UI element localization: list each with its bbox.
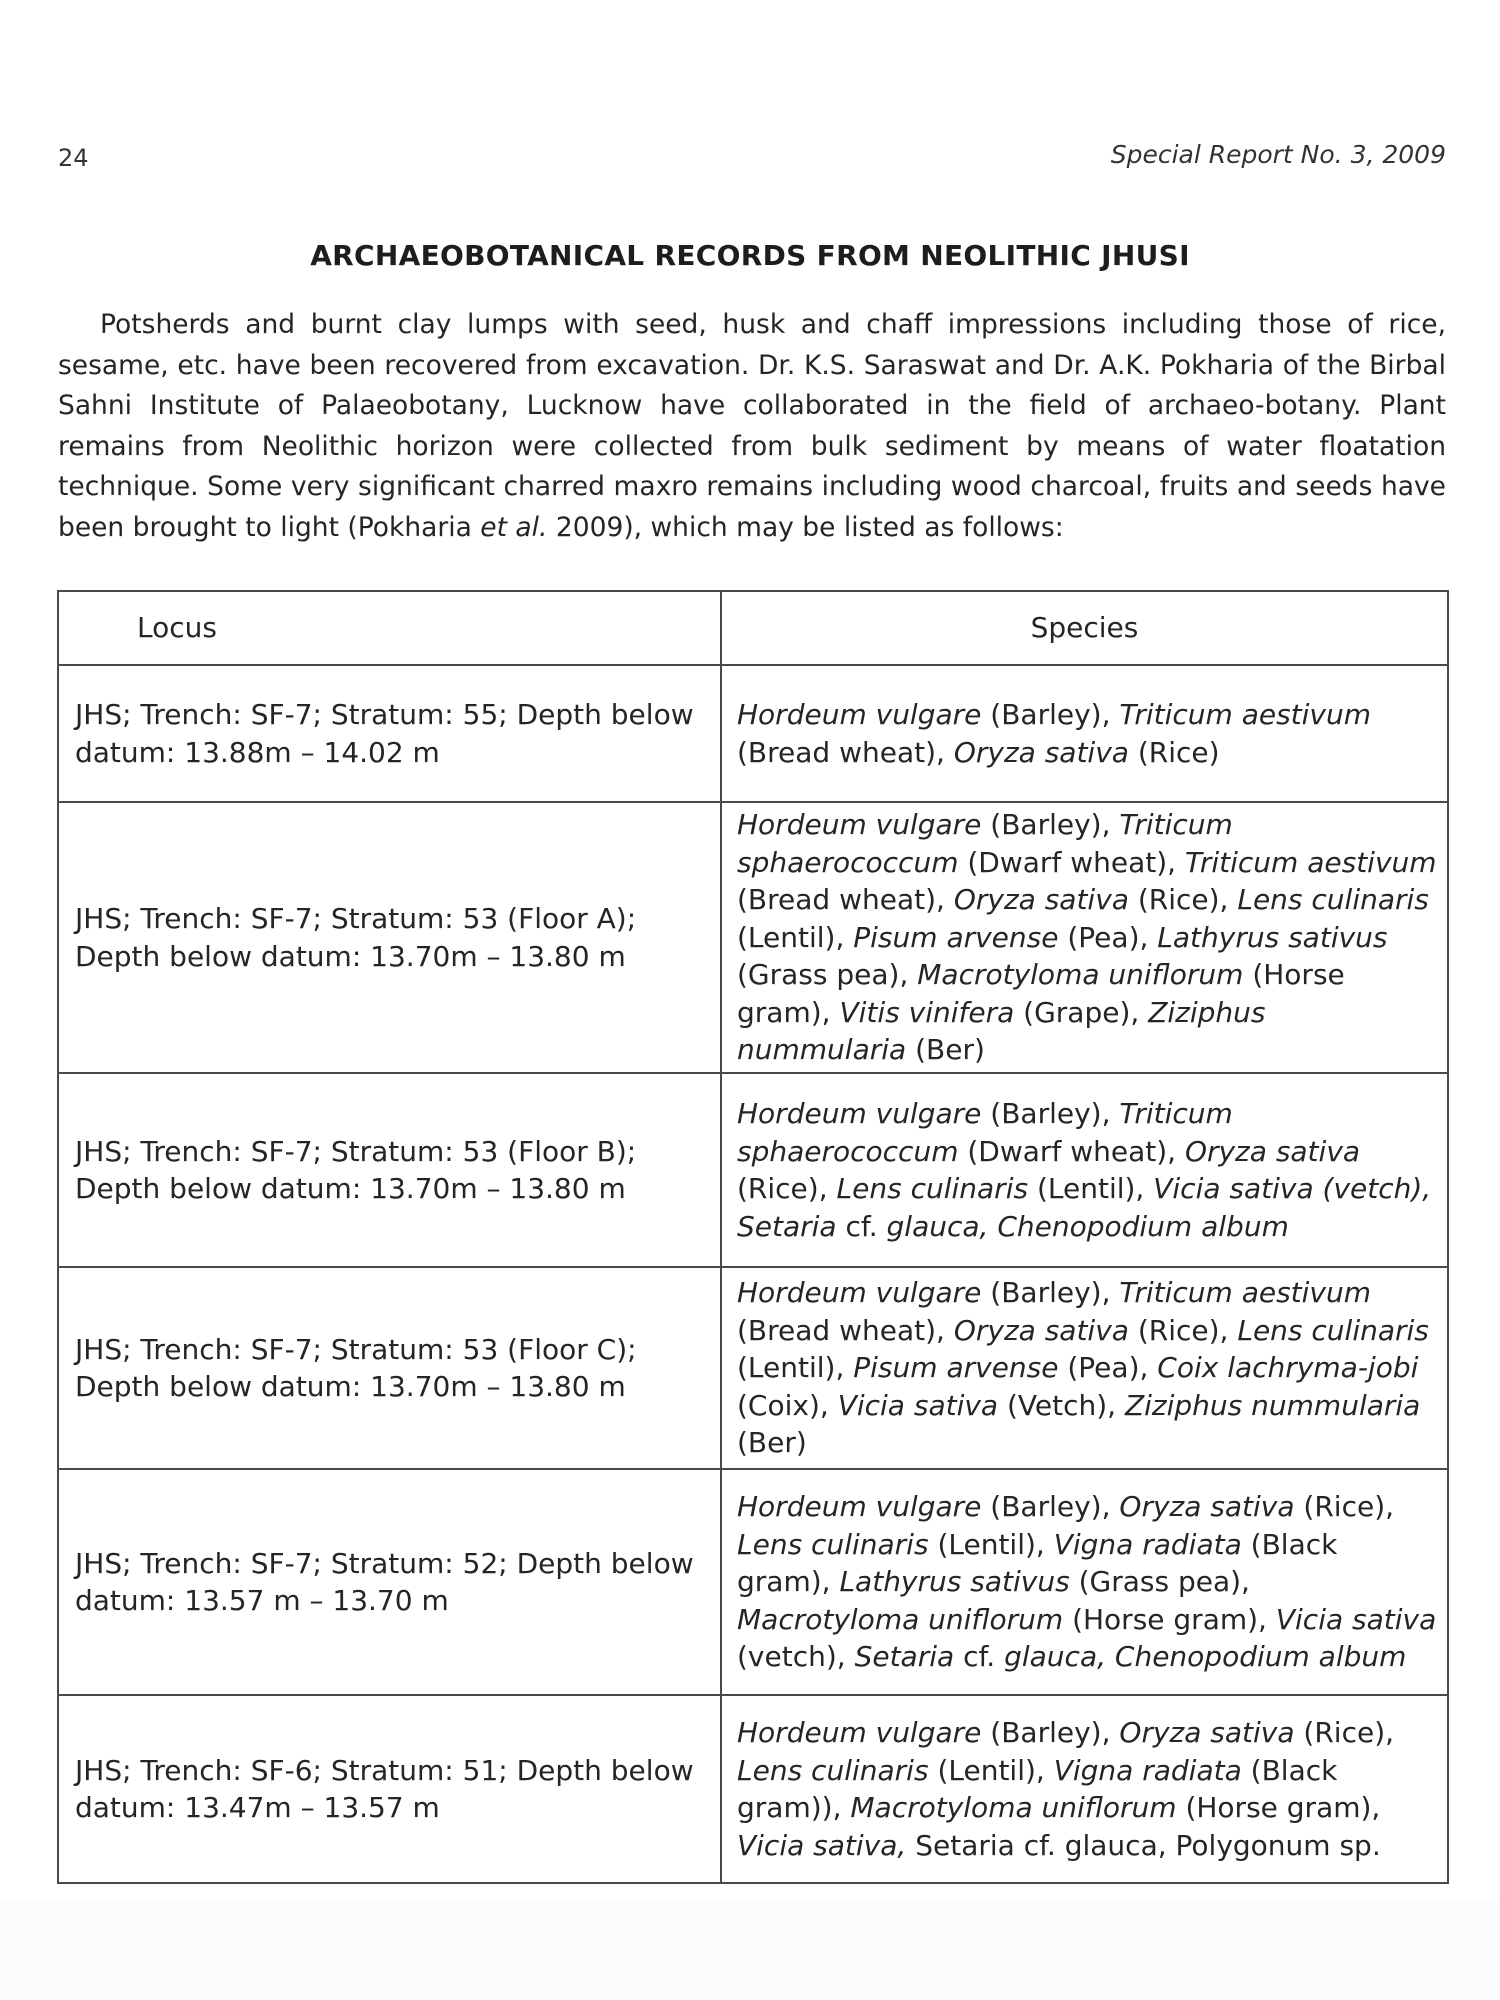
species-cell bbox=[721, 802, 1448, 1073]
species-name: Lens culinaris bbox=[737, 1527, 929, 1561]
species-cell bbox=[721, 1267, 1448, 1469]
species-name: Oryza sativa bbox=[1119, 1490, 1295, 1524]
species-name: Vigna radiata bbox=[1053, 1753, 1242, 1787]
species-common-name: (Lentil), bbox=[928, 1527, 1054, 1561]
species-name: Oryza sativa bbox=[1119, 1716, 1295, 1749]
species-name: Coix lachryma-jobi bbox=[1157, 1351, 1419, 1385]
species-common-name: (Bread wheat), bbox=[737, 1313, 954, 1347]
table-row bbox=[58, 802, 1448, 1073]
species-name: Pisum arvense bbox=[853, 1351, 1059, 1385]
species-name: glauca, Chenopodium album bbox=[886, 1209, 1289, 1243]
species-common-name: (Lentil), bbox=[737, 920, 854, 954]
species-common-name: (Ber) bbox=[737, 1426, 807, 1460]
species-common-name: (Lentil), bbox=[1028, 1172, 1154, 1205]
table-row bbox=[58, 665, 1448, 802]
locus-header: Locus bbox=[58, 591, 721, 665]
species-common-name: (Rice), bbox=[737, 1172, 837, 1205]
species-common-name: (Black gram), bbox=[737, 1527, 1338, 1599]
species-common-name: (Bread wheat), bbox=[737, 735, 954, 769]
table-row bbox=[58, 1695, 1448, 1883]
species-common-name: (Grass pea), bbox=[1069, 1565, 1250, 1599]
species-name: Hordeum vulgare bbox=[737, 698, 982, 731]
species-common-name: (Lentil), bbox=[737, 1351, 854, 1385]
species-name: Macrotyloma uniflorum bbox=[737, 1602, 1064, 1636]
species-name: Triticum sphaerococcum bbox=[737, 1097, 1233, 1168]
species-name: Triticum sphaerococcum bbox=[737, 808, 1233, 879]
species-common-name: (Rice), bbox=[1128, 883, 1238, 917]
species-common-name: (Rice), bbox=[1128, 1313, 1238, 1347]
species-name: Ziziphus nummularia bbox=[737, 995, 1266, 1067]
species-common-name: (Horse gram), bbox=[1063, 1602, 1276, 1636]
species-common-name: cf. bbox=[836, 1209, 887, 1243]
species-name: Oryza sativa bbox=[1184, 1134, 1361, 1168]
species-name: Hordeum vulgare bbox=[737, 808, 982, 842]
species-name: Triticum aestivum bbox=[1184, 845, 1437, 879]
running-head: Special Report No. 3, 2009 bbox=[1110, 140, 1446, 169]
species-common-name: (Ber) bbox=[906, 1033, 985, 1067]
species-common-name: (vetch), bbox=[737, 1640, 855, 1674]
species-name: Lathyrus sativus bbox=[839, 1565, 1070, 1599]
table-row bbox=[58, 1469, 1448, 1695]
species-name: Vicia sativa (vetch), Setaria bbox=[737, 1172, 1432, 1243]
section-title: ARCHAEOBOTANICAL RECORDS FROM NEOLITHIC JHUSI bbox=[310, 239, 1190, 272]
species-cell bbox=[721, 665, 1448, 802]
locus-cell: JHS; Trench: SF-7; Stratum: 53 (Floor A); Depth below datum: 13.70m – 13.80 m bbox=[58, 802, 721, 1073]
species-name: Triticum aestivum bbox=[1119, 698, 1372, 731]
species-name: Lathyrus sativus bbox=[1157, 920, 1388, 954]
intro-text-before: Potsherds and burnt clay lumps with seed, husk and chaff impressions including those of rice, sesame, etc. have been recovered from excavation. Dr. K.S. Saraswat and Dr. A.K. Pokharia of the Birbal Sahni Institute of Palaeobotany, Lucknow have collaborated in the field of archaeo-botany. Plant remains from Neolithic horizon were collected from bulk sediment by means of water floatation technique. Some very significant charred maxro remains including wood charcoal, fruits and seeds have been brought to light (Pokharia bbox=[58, 309, 1446, 543]
species-common-name: (Bread wheat), bbox=[737, 883, 954, 917]
species-name: Lens culinaris bbox=[737, 1753, 929, 1787]
table-row bbox=[58, 1073, 1448, 1267]
intro-paragraph bbox=[58, 305, 1446, 549]
species-name: Lens culinaris bbox=[1237, 883, 1429, 917]
species-common-name: (Barley), bbox=[981, 1716, 1120, 1749]
species-name: Pisum arvense bbox=[853, 920, 1059, 954]
species-common-name: (Barley), bbox=[981, 1097, 1120, 1130]
locus-cell: JHS; Trench: SF-7; Stratum: 53 (Floor C); Depth below datum: 13.70m – 13.80 m bbox=[58, 1267, 721, 1469]
table-header-row bbox=[58, 591, 1448, 665]
species-common-name: (Barley), bbox=[981, 808, 1120, 842]
species-common-name: (Black gram)), bbox=[737, 1753, 1338, 1824]
table-row bbox=[58, 1267, 1448, 1469]
species-common-name: (Lentil), bbox=[928, 1753, 1054, 1787]
locus-cell: JHS; Trench: SF-6; Stratum: 51; Depth below datum: 13.47m – 13.57 m bbox=[58, 1695, 721, 1883]
species-name: Vicia sativa, bbox=[737, 1828, 907, 1862]
species-common-name: (Barley), bbox=[981, 1490, 1120, 1524]
species-name: Hordeum vulgare bbox=[737, 1490, 982, 1524]
species-name: Vicia sativa bbox=[1275, 1602, 1437, 1636]
species-common-name: (Barley), bbox=[981, 1276, 1120, 1310]
species-name: Lens culinaris bbox=[1237, 1313, 1429, 1347]
records-table bbox=[57, 590, 1449, 1884]
species-name: Macrotyloma uniflorum bbox=[850, 1791, 1177, 1824]
species-cell bbox=[721, 1695, 1448, 1883]
locus-cell: JHS; Trench: SF-7; Stratum: 52; Depth below datum: 13.57 m – 13.70 m bbox=[58, 1469, 721, 1695]
species-cell bbox=[721, 1469, 1448, 1695]
species-header: Species bbox=[721, 591, 1448, 665]
species-name: Oryza sativa bbox=[953, 883, 1129, 917]
species-common-name: (Dwarf wheat), bbox=[958, 845, 1185, 879]
species-common-name: Setaria cf. glauca, Polygonum sp. bbox=[906, 1828, 1381, 1862]
page-number: 24 bbox=[58, 144, 89, 172]
species-name: Vitis vinifera bbox=[839, 995, 1015, 1029]
species-cell bbox=[721, 1073, 1448, 1267]
species-common-name: (Rice), bbox=[1294, 1490, 1395, 1524]
intro-text-after: 2009), which may be listed as follows: bbox=[547, 511, 1064, 543]
species-name: Vigna radiata bbox=[1053, 1527, 1242, 1561]
species-name: Lens culinaris bbox=[836, 1172, 1029, 1205]
species-common-name: (Rice), bbox=[1294, 1716, 1395, 1749]
species-name: Triticum aestivum bbox=[1119, 1276, 1372, 1310]
species-common-name: (Pea), bbox=[1058, 1351, 1158, 1385]
species-common-name: (Barley), bbox=[981, 698, 1120, 731]
species-name: Ziziphus nummularia bbox=[1124, 1388, 1421, 1422]
species-name: Setaria bbox=[854, 1640, 955, 1674]
species-common-name: (Horse gram), bbox=[737, 958, 1345, 1029]
species-name: Hordeum vulgare bbox=[737, 1716, 982, 1749]
intro-et-al: et al. bbox=[480, 511, 548, 543]
species-name: Hordeum vulgare bbox=[737, 1097, 982, 1130]
species-common-name: (Rice) bbox=[1128, 735, 1220, 769]
species-name: Oryza sativa bbox=[953, 1313, 1129, 1347]
species-common-name: (Grape), bbox=[1014, 995, 1149, 1029]
species-name: Oryza sativa bbox=[953, 735, 1129, 769]
locus-cell: JHS; Trench: SF-7; Stratum: 55; Depth below datum: 13.88m – 14.02 m bbox=[58, 665, 721, 802]
page-bottom-margin bbox=[0, 1900, 1500, 2000]
species-common-name: (Vetch), bbox=[998, 1388, 1125, 1422]
species-common-name: (Dwarf wheat), bbox=[958, 1134, 1185, 1168]
species-name: glauca, Chenopodium album bbox=[1004, 1640, 1407, 1674]
species-common-name: cf. bbox=[954, 1640, 1005, 1674]
species-common-name: (Coix), bbox=[737, 1388, 838, 1422]
species-name: Hordeum vulgare bbox=[737, 1276, 982, 1310]
locus-cell: JHS; Trench: SF-7; Stratum: 53 (Floor B); Depth below datum: 13.70m – 13.80 m bbox=[58, 1073, 721, 1267]
species-name: Macrotyloma uniflorum bbox=[917, 958, 1244, 992]
species-common-name: (Grass pea), bbox=[737, 958, 918, 992]
species-name: Vicia sativa bbox=[837, 1388, 999, 1422]
species-common-name: (Pea), bbox=[1058, 920, 1158, 954]
species-common-name: (Horse gram), bbox=[1176, 1791, 1381, 1824]
